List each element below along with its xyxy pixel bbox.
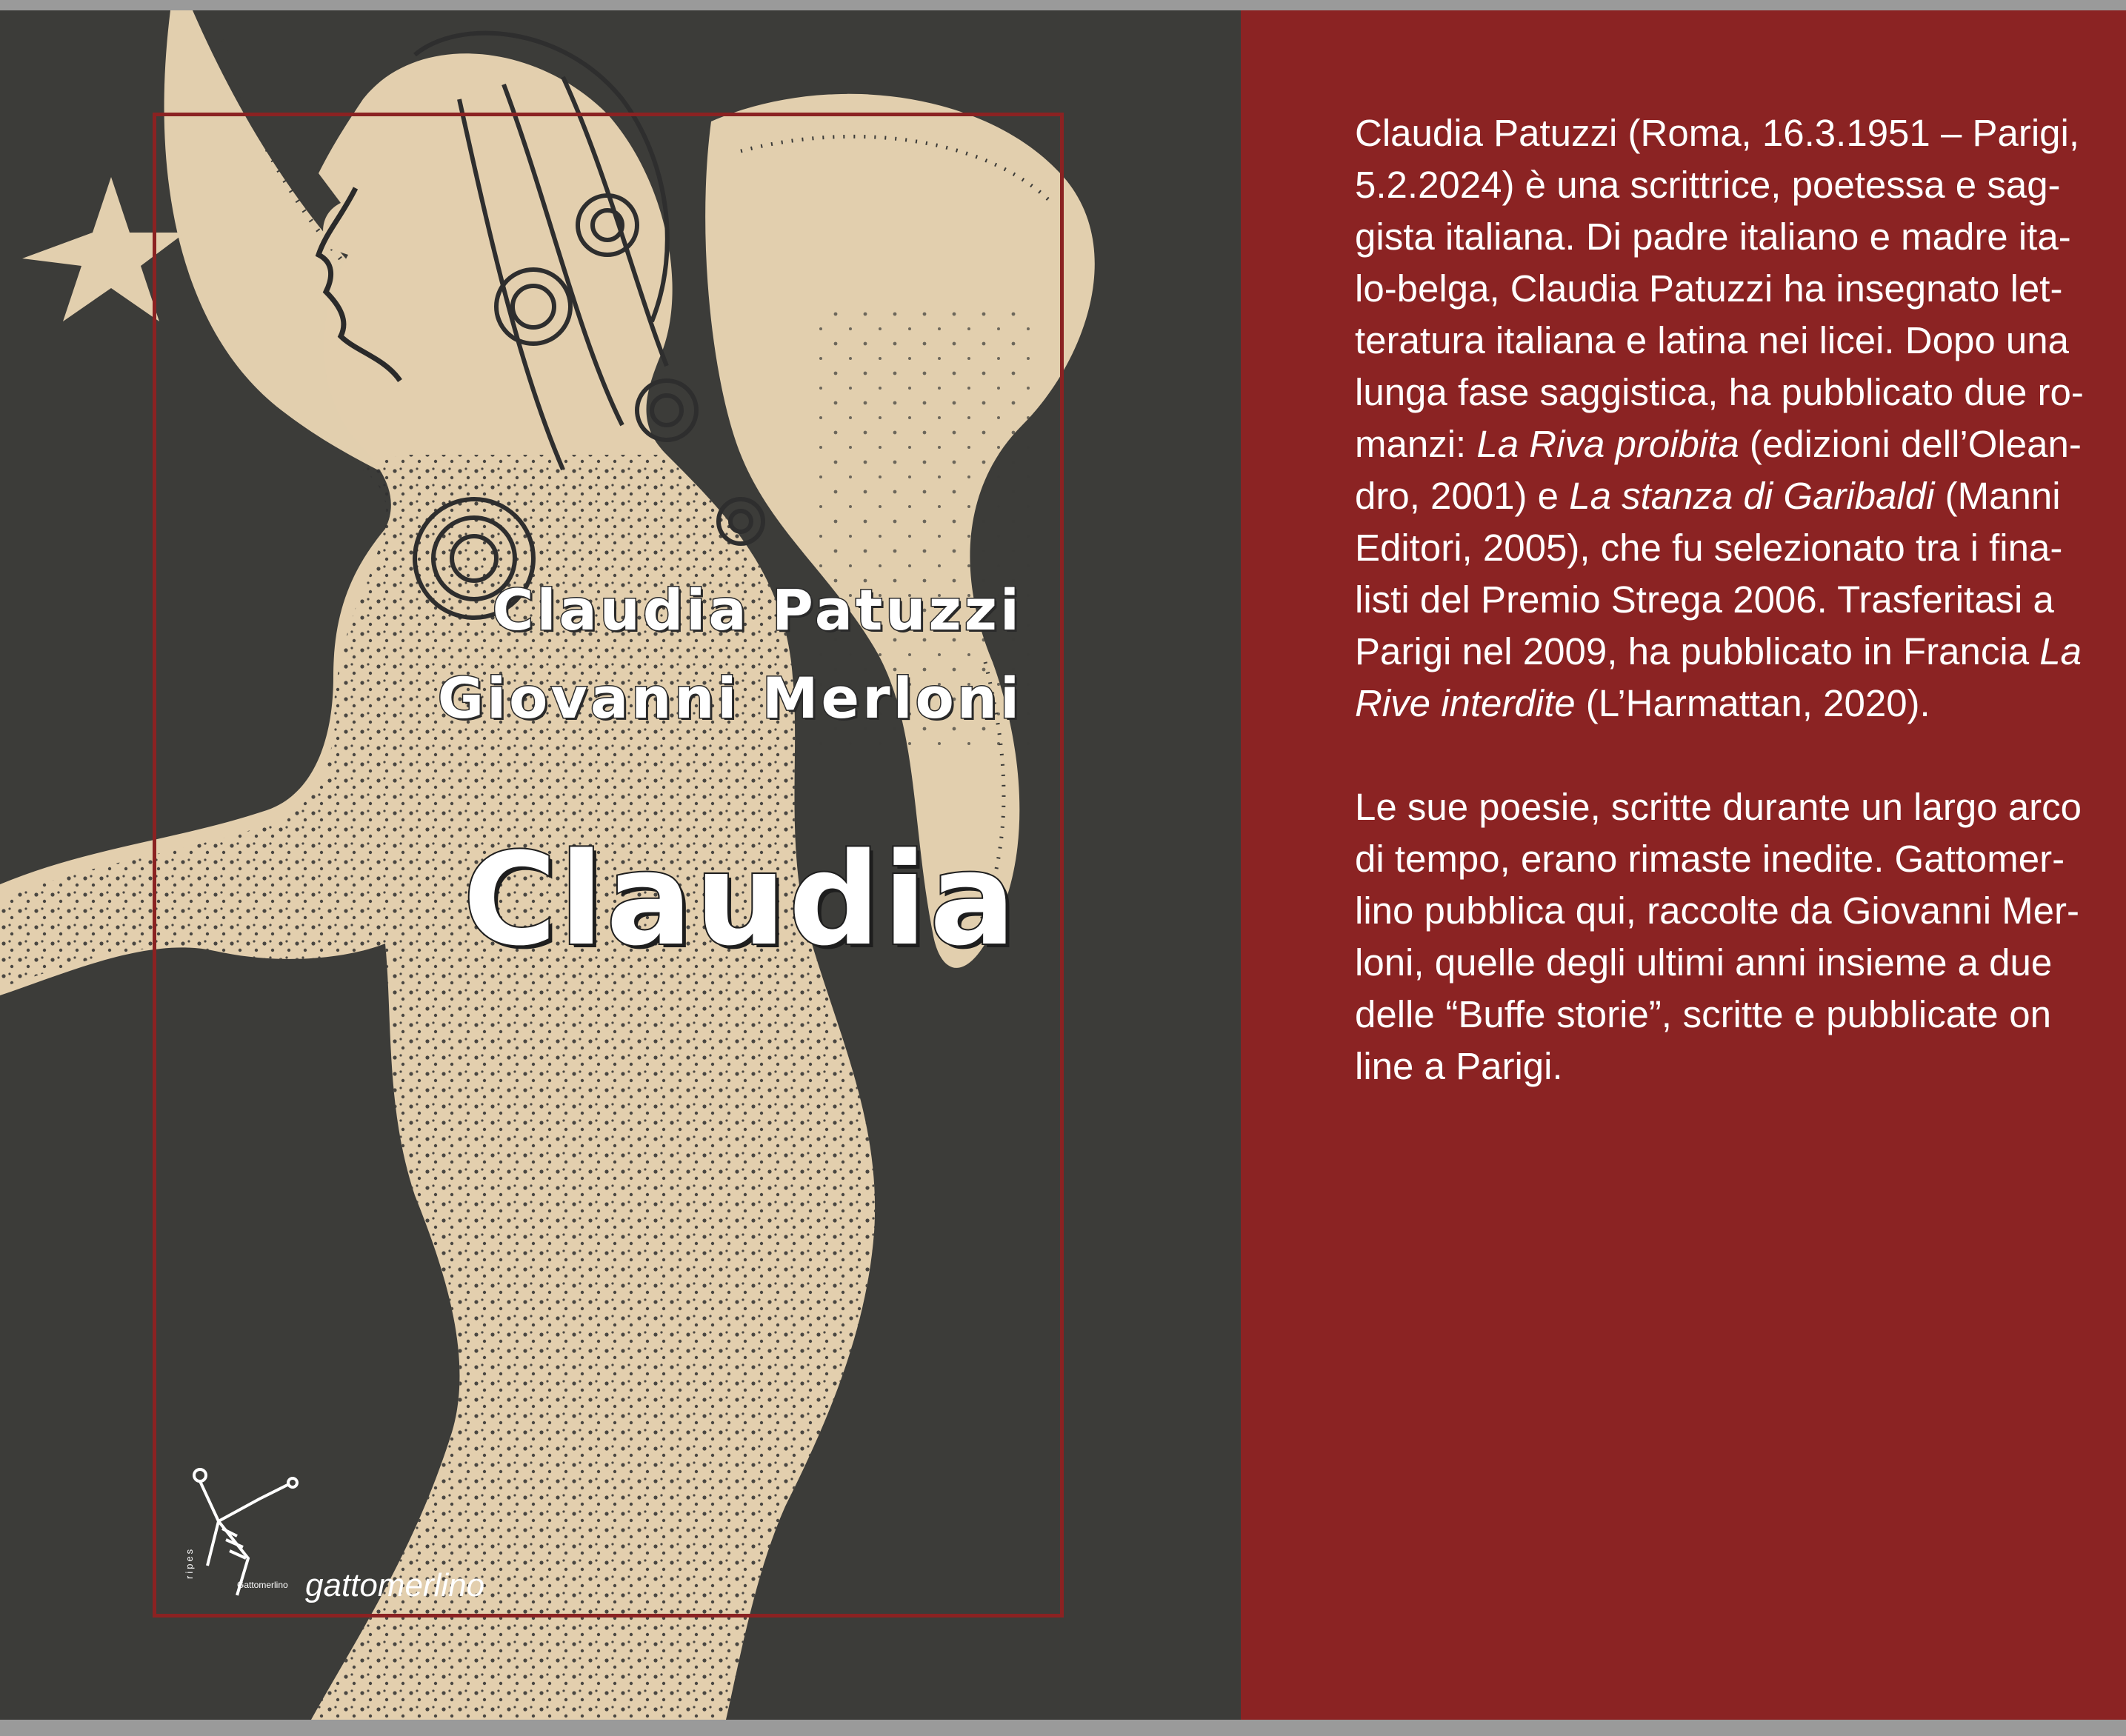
book-title-italic: Rive interdite [1355,682,1576,724]
publisher-name: gattomerlino [305,1567,485,1603]
bio-line: lunga fase saggistica, ha pubblicato due ro- [1355,371,2084,413]
bio-line: Parigi nel 2009, ha pubblicato in Francia La [1355,630,2082,672]
bio-line: delle “Buffe storie”, scritte e pubblicate on [1355,993,2051,1035]
bio-line: teratura italiana e latina nei licei. Dopo una [1355,319,2069,361]
bio-line: line a Parigi. [1355,1045,1563,1087]
bio-line: gista italiana. Di padre italiano e madre ita- [1355,216,2071,258]
book-cover-spread [0,10,2126,1720]
imprint-vertical-label: ripes [184,1546,195,1579]
front-cover [0,10,1241,1720]
book-title-italic: La stanza di Garibaldi [1569,475,1935,517]
bio-line: 5.2.2024) è una scrittrice, poetessa e sag- [1355,164,2061,206]
bio-line: dro, 2001) e La stanza di Garibaldi (Manni [1355,475,2061,517]
author-biography [1355,107,2084,1092]
bio-line: Rive interdite (L’Harmattan, 2020). [1355,682,1930,724]
bio-line: manzi: La Riva proibita (edizioni dell’Olean- [1355,423,2082,465]
book-title-italic: La [2039,630,2082,672]
publisher-logo-icon [178,1455,504,1632]
bio-line: Editori, 2005), che fu selezionato tra i fina- [1355,527,2063,569]
bio-line: di tempo, erano rimaste inedite. Gattomer- [1355,838,2065,880]
back-cover [1241,10,2126,1720]
book-title-italic: La Riva proibita [1476,423,1739,465]
bio-line: Le sue poesie, scritte durante un largo arco [1355,786,2082,828]
bio-line: listi del Premio Strega 2006. Trasferitasi a [1355,578,2054,621]
bio-paragraph [1355,107,2084,730]
imprint-small-label: Gattomerlino [237,1580,288,1590]
bio-line: lino pubblica qui, raccolte da Giovanni Mer- [1355,889,2080,932]
bio-line: lo-belga, Claudia Patuzzi ha insegnato let- [1355,267,2063,310]
author-name: Claudia Patuzzi [492,577,1022,643]
bio-line: loni, quelle degli ultimi anni insieme a due [1355,941,2053,984]
author-name: Giovanni Merloni [437,665,1022,731]
bio-paragraph [1355,781,2082,1092]
bio-line: Claudia Patuzzi (Roma, 16.3.1951 – Parigi, [1355,112,2080,154]
book-title: Claudia [463,825,1019,974]
